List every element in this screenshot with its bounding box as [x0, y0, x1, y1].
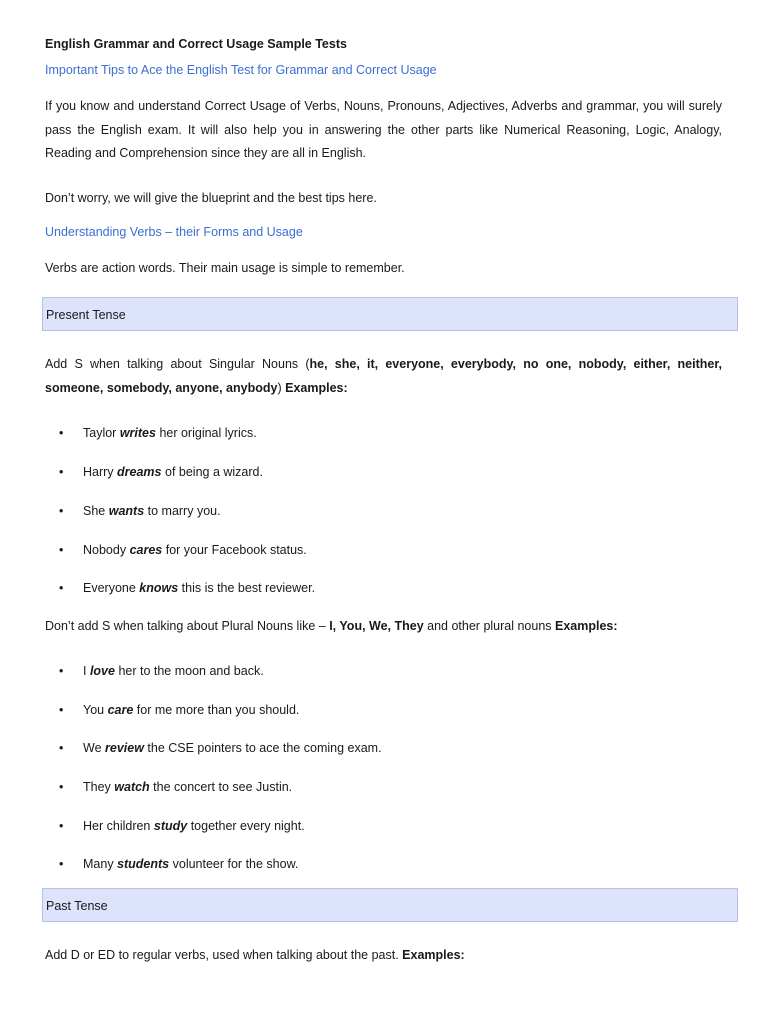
singular-rule-suffix: ) [277, 380, 286, 395]
bullet-icon: • [59, 465, 64, 479]
singular-examples-label: Examples: [285, 380, 348, 395]
bullet-icon: • [59, 426, 64, 440]
tips-heading[interactable]: Important Tips to Ace the English Test for Grammar and Correct Usage [45, 63, 437, 77]
example-verb: love [89, 664, 115, 678]
example-verb: review [105, 741, 144, 755]
plural-rule-suffix: and other plural nouns [423, 619, 556, 633]
past-examples-label: Examples: [402, 948, 465, 962]
singular-rule-paragraph [45, 353, 722, 400]
document-title: English Grammar and Correct Usage Sample Tests [45, 37, 347, 51]
bullet-icon: • [59, 543, 64, 557]
bullet-icon: • [59, 857, 64, 871]
bullet-icon: • [59, 703, 64, 717]
singular-pronoun-list: he, she, it, everyone, everybody, no one, nobody, either, neither, someone, somebody, anyone, anybody [45, 357, 722, 395]
example-verb: study [153, 819, 188, 833]
past-rule-prefix: Add D or ED to regular verbs, used when talking about the past. [45, 948, 403, 962]
present-tense-label: Present Tense [46, 308, 126, 322]
example-verb: dreams [117, 465, 162, 479]
plural-rule-paragraph [45, 615, 722, 639]
past-tense-section-box [42, 888, 738, 922]
example-verb: care [107, 703, 134, 717]
present-tense-section-box [42, 297, 738, 331]
bullet-icon: • [59, 780, 64, 794]
verbs-intro-paragraph: Verbs are action words. Their main usage is simple to remember. [45, 261, 405, 275]
plural-rule-prefix: Don’t add S when talking about Plural Nouns like – [45, 619, 330, 633]
bullet-icon: • [59, 819, 64, 833]
singular-rule-prefix: Add S when talking about Singular Nouns ( [45, 357, 310, 371]
past-rule-paragraph [45, 944, 722, 968]
example-verb: wants [108, 504, 145, 518]
plural-examples-label: Examples: [555, 619, 618, 633]
example-verb: watch [114, 780, 150, 794]
example-verb: cares [129, 543, 163, 557]
intro-paragraph: If you know and understand Correct Usage of Verbs, Nouns, Pronouns, Adjectives, Adverbs and grammar, you will surely pass the English exam. It will also help you in answering the other parts like Numerical Reasoning, Logic, Analogy, Reading and Comprehension since they are all in English. [45, 99, 722, 160]
plural-pronoun-list: I, You, We, They [329, 619, 424, 633]
past-tense-label: Past Tense [46, 899, 108, 913]
dont-worry-paragraph: Don’t worry, we will give the blueprint and the best tips here. [45, 191, 377, 205]
bullet-icon: • [59, 664, 64, 678]
bullet-icon: • [59, 504, 64, 518]
bullet-icon: • [59, 581, 64, 595]
verbs-heading[interactable]: Understanding Verbs – their Forms and Usage [45, 225, 303, 239]
example-verb: knows [139, 581, 179, 595]
example-verb: writes [119, 426, 156, 440]
bullet-icon: • [59, 741, 64, 755]
example-verb: students [117, 857, 170, 871]
